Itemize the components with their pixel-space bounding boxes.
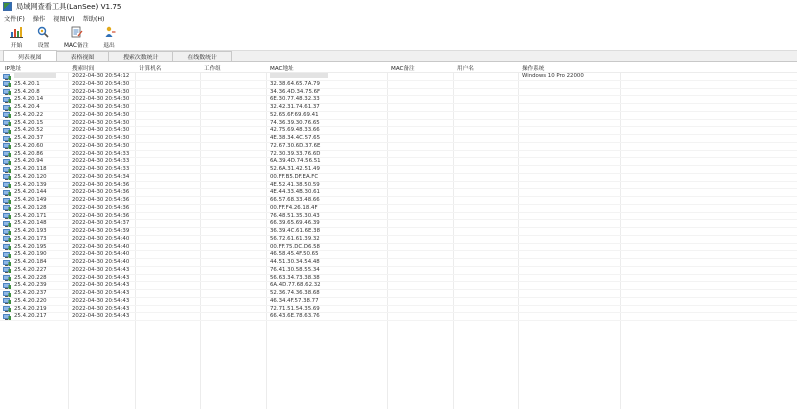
table-header	[0, 63, 797, 73]
cell-ip: 25.4.20.239	[14, 282, 47, 289]
table-row[interactable]	[0, 213, 797, 221]
computer-icon	[3, 252, 11, 258]
table-row[interactable]	[0, 313, 797, 321]
table-row[interactable]	[0, 158, 797, 166]
table-row[interactable]	[0, 236, 797, 244]
table-row[interactable]	[0, 120, 797, 128]
cell-search-time: 2022-04-30 20:54:40	[72, 251, 130, 258]
table-row[interactable]	[0, 104, 797, 112]
cell-mac: 52.65.6F.69.69.41	[270, 111, 319, 118]
cell-search-time: 2022-04-30 20:54:36	[72, 212, 130, 219]
cell-ip: 25.4.20.118	[14, 166, 47, 172]
menu-view[interactable]: 视图(V)	[53, 16, 75, 23]
computer-icon	[3, 283, 11, 289]
cell-search-time: 2022-04-30 20:54:36	[72, 204, 130, 211]
tab-online-count[interactable]: 在线数统计	[172, 51, 231, 61]
cell-ip: 25.4.20.128	[14, 204, 47, 211]
menu-operation[interactable]: 操作	[32, 16, 46, 23]
table-row[interactable]	[0, 174, 797, 182]
table-row[interactable]	[0, 81, 797, 89]
window-title: 局域网查看工具(LanSee) V1.75	[16, 1, 122, 11]
cell-mac: 52.6A.31.42.51.49	[270, 166, 320, 172]
cell-ip: 25.4.20.60	[14, 142, 44, 149]
table-row[interactable]	[0, 251, 797, 259]
cell-ip: 25.4.20.15	[14, 119, 44, 126]
cell-ip: 25.4.20.173	[14, 235, 47, 242]
cell-search-time: 2022-04-30 20:54:43	[72, 290, 130, 296]
menu-bar	[0, 13, 797, 24]
column-header-computer-name[interactable]: 计算机名	[139, 66, 162, 72]
start-button[interactable]	[10, 26, 23, 49]
column-header-ip[interactable]: IP地址	[5, 66, 22, 72]
computer-icon	[3, 174, 11, 180]
cell-mac: 76.48.51.35.30.43	[270, 212, 320, 219]
table-row[interactable]	[0, 112, 797, 120]
cell-mac: 56.72.61.61.39.32	[270, 235, 320, 242]
table-row[interactable]	[0, 151, 797, 159]
cell-search-time: 2022-04-30 20:54:43	[72, 313, 130, 320]
title-bar	[0, 0, 797, 13]
computer-icon	[3, 89, 11, 95]
cell-search-time: 2022-04-30 20:54:34	[72, 173, 130, 180]
cell-ip: 25.4.20.190	[14, 251, 47, 258]
exit-button[interactable]	[103, 26, 116, 49]
cell-ip: 25.4.20.228	[14, 274, 47, 281]
cell-mac: 6E.30.77.48.32.33	[270, 96, 320, 103]
cell-search-time: 2022-04-30 20:54:43	[72, 266, 130, 273]
cell-ip: 25.4.20.52	[14, 127, 44, 134]
cell-ip: 25.4.20.171	[14, 212, 47, 219]
tab-search-count[interactable]: 搜索次数统计	[108, 51, 173, 61]
cell-search-time: 2022-04-30 20:54:30	[72, 88, 130, 95]
column-header-username[interactable]: 用户名	[457, 66, 474, 72]
cell-mac: 46.34.4F.57.38.77	[270, 297, 319, 304]
note-icon	[70, 26, 83, 38]
redacted-block	[270, 73, 328, 78]
menu-help[interactable]: 帮助(H)	[82, 16, 105, 23]
mac-note-button[interactable]	[64, 26, 89, 49]
cell-mac: 74.36.39.30.76.65	[270, 119, 320, 126]
table-row[interactable]	[0, 166, 797, 174]
cell-search-time: 2022-04-30 20:54:30	[72, 135, 130, 141]
cell-mac: 46.58.45.4F.50.65	[270, 251, 319, 258]
chart-icon	[10, 26, 23, 38]
computer-icon	[3, 105, 11, 111]
table-row[interactable]	[0, 73, 797, 81]
column-header-mac-note[interactable]: MAC备注	[391, 66, 415, 72]
cell-ip: 25.4.20.184	[14, 259, 47, 265]
table-row[interactable]	[0, 298, 797, 306]
mac-note-label: MAC备注	[64, 43, 89, 49]
cell-mac: 72.30.39.33.76.6D	[270, 150, 321, 157]
computer-icon	[3, 136, 11, 142]
cell-search-time: 2022-04-30 20:54:40	[72, 259, 130, 265]
table-row[interactable]	[0, 205, 797, 213]
cell-mac: 6A.39.4D.74.56.51	[270, 158, 321, 165]
view-tabs	[0, 51, 797, 62]
cell-mac: 00.FF.75.DC.D6.58	[270, 243, 320, 250]
cell-search-time: 2022-04-30 20:54:36	[72, 181, 130, 188]
redacted-block	[14, 73, 56, 78]
table-body	[0, 73, 797, 321]
person-exit-icon	[103, 26, 116, 38]
column-header-os[interactable]: 操作系统	[522, 66, 545, 72]
cell-search-time: 2022-04-30 20:54:40	[72, 235, 130, 242]
cell-mac: 00.FF.B5.DF.EA.FC	[270, 173, 319, 180]
exit-label: 退出	[103, 43, 115, 49]
table-row[interactable]	[0, 197, 797, 205]
cell-ip	[14, 73, 56, 80]
cell-ip: 25.4.20.144	[14, 189, 47, 196]
cell-ip: 25.4.20.14	[14, 96, 44, 103]
table-row[interactable]	[0, 182, 797, 190]
cell-mac: 66.39.65.69.46.39	[270, 220, 320, 227]
computer-icon	[3, 298, 11, 304]
cell-mac: 72.67.30.6D.37.6E	[270, 142, 321, 149]
table-row[interactable]	[0, 228, 797, 236]
cell-mac: 32.38.64.65.7A.79	[270, 80, 320, 87]
column-header-mac[interactable]: MAC地址	[270, 66, 294, 72]
cell-mac: 4E.44.33.4B.30.61	[270, 189, 320, 196]
cell-ip: 25.4.20.86	[14, 150, 44, 157]
cell-ip: 25.4.20.195	[14, 243, 47, 250]
computer-icon	[3, 221, 11, 227]
table-row[interactable]	[0, 189, 797, 197]
cell-mac: 00.FF.F4.26.18.4F	[270, 204, 318, 211]
cell-mac: 66.43.6E.78.63.76	[270, 313, 320, 320]
cell-mac: 34.36.4D.34.75.6F	[270, 88, 321, 95]
cell-search-time: 2022-04-30 20:54:33	[72, 158, 130, 165]
cell-search-time: 2022-04-30 20:54:30	[72, 142, 130, 149]
cell-search-time: 2022-04-30 20:54:33	[72, 166, 130, 172]
cell-search-time: 2022-04-30 20:54:40	[72, 243, 130, 250]
computer-icon	[3, 275, 11, 281]
cell-mac: 44.51.30.34.54.48	[270, 259, 320, 265]
computer-icon	[3, 167, 11, 173]
computer-icon	[3, 97, 11, 103]
table-row[interactable]	[0, 143, 797, 151]
computer-icon	[3, 244, 11, 250]
cell-ip: 25.4.20.8	[14, 88, 40, 95]
cell-ip: 25.4.20.220	[14, 297, 47, 304]
gear-search-icon	[37, 26, 50, 38]
cell-ip: 25.4.20.22	[14, 111, 44, 118]
computer-icon	[3, 314, 11, 320]
computer-icon	[3, 74, 11, 80]
cell-mac	[270, 73, 328, 80]
table-row[interactable]	[0, 259, 797, 267]
start-label: 开始	[10, 43, 23, 49]
settings-button[interactable]	[37, 26, 50, 49]
cell-mac: 32.42.31.74.61.37	[270, 104, 320, 110]
cell-mac: 72.71.51.54.35.69	[270, 305, 320, 312]
computer-icon	[3, 112, 11, 118]
computer-icon	[3, 190, 11, 196]
cell-ip: 25.4.20.37	[14, 135, 44, 141]
column-header-workgroup[interactable]: 工作组	[204, 66, 221, 72]
computer-icon	[3, 159, 11, 165]
cell-search-time: 2022-04-30 20:54:43	[72, 305, 130, 312]
table-row[interactable]	[0, 135, 797, 143]
table-row[interactable]	[0, 267, 797, 275]
cell-ip: 25.4.20.227	[14, 266, 47, 273]
cell-ip: 25.4.20.120	[14, 173, 47, 180]
cell-search-time: 2022-04-30 20:54:43	[72, 282, 130, 289]
cell-ip: 25.4.20.193	[14, 228, 47, 234]
cell-search-time: 2022-04-30 20:54:36	[72, 197, 130, 203]
computer-icon	[3, 143, 11, 149]
app-icon	[3, 2, 12, 11]
computer-icon	[3, 236, 11, 242]
cell-mac: 76.41.30.58.55.34	[270, 266, 320, 273]
cell-mac: 4E.38.34.4C.57.65	[270, 135, 321, 141]
table-row[interactable]	[0, 244, 797, 252]
cell-search-time: 2022-04-30 20:54:30	[72, 80, 130, 87]
table-row[interactable]	[0, 275, 797, 283]
cell-ip: 25.4.20.1	[14, 80, 40, 87]
computer-icon	[3, 128, 11, 134]
tab-list-view[interactable]: 列表视图	[3, 50, 57, 61]
cell-mac: 56.63.34.73.38.38	[270, 274, 320, 281]
computer-icon	[3, 205, 11, 211]
cell-search-time: 2022-04-30 20:54:33	[72, 150, 130, 157]
cell-os: Windows 10 Pro 22000	[522, 73, 584, 79]
cell-search-time: 2022-04-30 20:54:30	[72, 127, 130, 134]
menu-file[interactable]: 文件(F)	[4, 16, 25, 23]
table-row[interactable]	[0, 127, 797, 135]
settings-label: 设置	[37, 43, 50, 49]
column-header-search-time[interactable]: 搜索时间	[72, 66, 95, 72]
cell-search-time: 2022-04-30 20:54:30	[72, 104, 130, 110]
computer-icon	[3, 291, 11, 297]
host-table	[0, 63, 797, 409]
table-row[interactable]	[0, 89, 797, 97]
cell-mac: 66.57.68.33.48.66	[270, 197, 320, 203]
computer-icon	[3, 120, 11, 126]
table-row[interactable]	[0, 96, 797, 104]
cell-search-time: 2022-04-30 20:54:36	[72, 189, 130, 196]
cell-search-time: 2022-04-30 20:54:12	[72, 73, 130, 79]
cell-search-time: 2022-04-30 20:54:30	[72, 119, 130, 126]
computer-icon	[3, 213, 11, 219]
computer-icon	[3, 182, 11, 188]
cell-mac: 36.39.4C.61.6E.38	[270, 228, 321, 234]
cell-search-time: 2022-04-30 20:54:30	[72, 111, 130, 118]
cell-ip: 25.4.20.139	[14, 181, 47, 188]
tab-table-view[interactable]: 表格视图	[56, 51, 110, 61]
table-row[interactable]	[0, 306, 797, 314]
cell-mac: 42.75.69.48.33.66	[270, 127, 320, 134]
cell-ip: 25.4.20.237	[14, 290, 47, 296]
cell-ip: 25.4.20.4	[14, 104, 40, 110]
cell-ip: 25.4.20.217	[14, 313, 47, 320]
cell-search-time: 2022-04-30 20:54:43	[72, 274, 130, 281]
table-row[interactable]	[0, 290, 797, 298]
cell-mac: 4E.52.41.38.50.59	[270, 181, 320, 188]
cell-search-time: 2022-04-30 20:54:37	[72, 220, 130, 227]
cell-ip: 25.4.20.219	[14, 305, 47, 312]
computer-icon	[3, 306, 11, 312]
cell-ip: 25.4.20.148	[14, 220, 47, 227]
table-row[interactable]	[0, 220, 797, 228]
computer-icon	[3, 198, 11, 204]
computer-icon	[3, 260, 11, 266]
cell-mac: 6A.4D.77.68.62.32	[270, 282, 321, 289]
toolbar	[0, 24, 797, 51]
cell-mac: 52.36.74.36.38.68	[270, 290, 320, 296]
computer-icon	[3, 81, 11, 87]
computer-icon	[3, 151, 11, 157]
computer-icon	[3, 267, 11, 273]
cell-search-time: 2022-04-30 20:54:39	[72, 228, 130, 234]
table-row[interactable]	[0, 282, 797, 290]
cell-search-time: 2022-04-30 20:54:30	[72, 96, 130, 103]
cell-ip: 25.4.20.149	[14, 197, 47, 203]
computer-icon	[3, 229, 11, 235]
cell-search-time: 2022-04-30 20:54:43	[72, 297, 130, 304]
cell-ip: 25.4.20.94	[14, 158, 44, 165]
